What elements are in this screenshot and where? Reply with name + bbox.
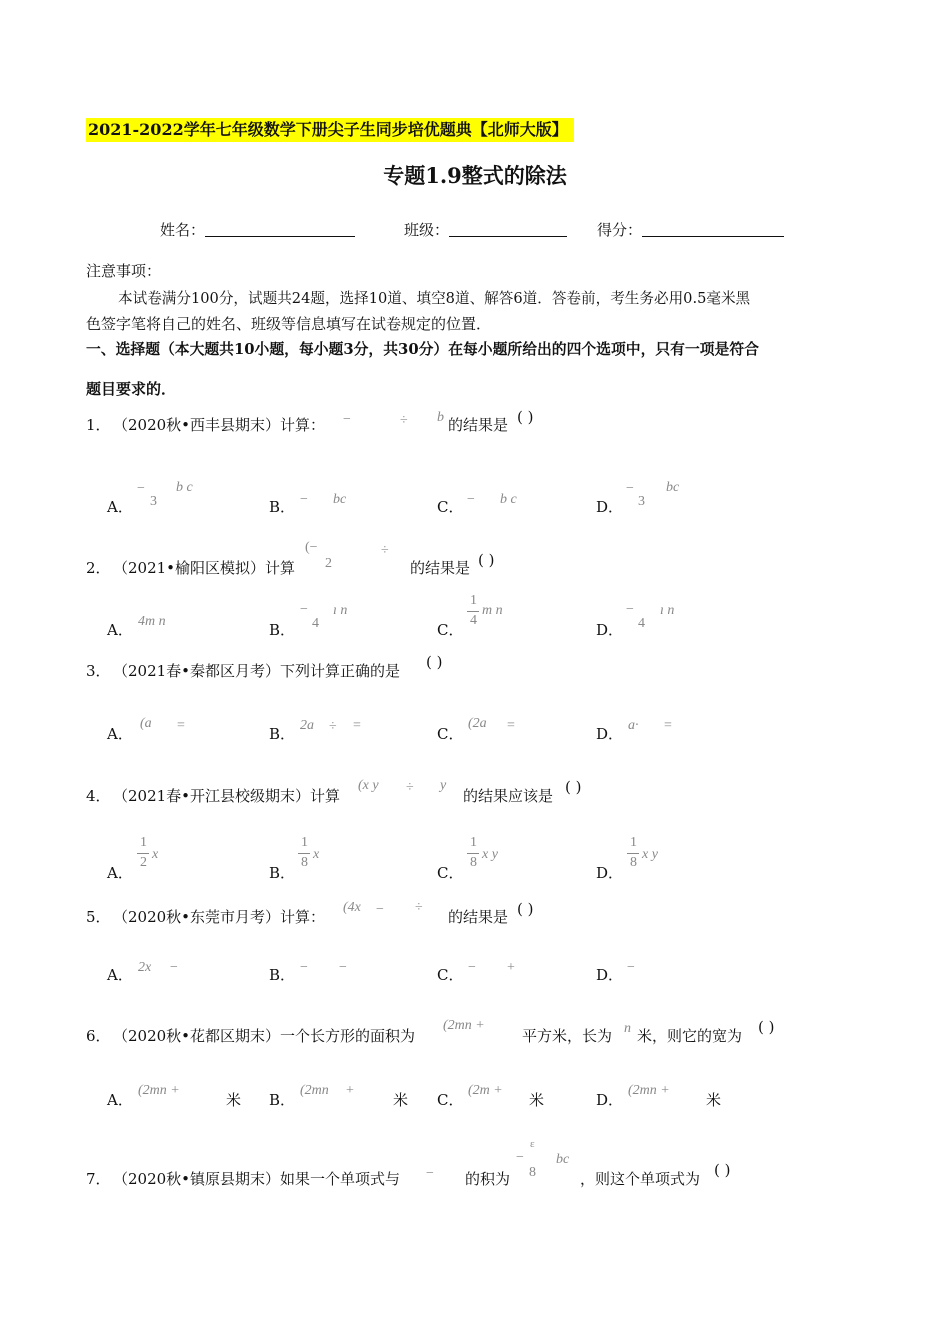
option-d-math: bc: [666, 480, 680, 495]
option-b-math: ı n: [333, 603, 348, 618]
answer-paren: ( ): [517, 900, 534, 918]
math-fragment: −: [376, 902, 384, 917]
option-b-math: −: [300, 960, 308, 975]
question-source: （2021•榆阳区模拟）计算: [113, 559, 296, 577]
question-source: （2020秋•镇原县期末）如果一个单项式与: [113, 1170, 401, 1188]
question-source: （2020秋•花都区期末）一个长方形的面积为: [113, 1027, 416, 1045]
math-fragment: b: [437, 410, 444, 425]
option-d-fraction-bar: [627, 853, 639, 854]
question-source: （2021春•秦都区月考）下列计算正确的是: [113, 662, 401, 680]
option-c-label: C．: [437, 1091, 464, 1109]
score-blank: [642, 222, 784, 237]
option-d-math: 1: [630, 835, 637, 850]
notice-line-1: 本试卷满分100分，试题共24题，选择10道、填空8道、解答6道．答卷前，考生务必用0.5毫米黑: [118, 290, 751, 307]
math-fragment: ÷: [400, 413, 408, 428]
option-b-unit: 米: [393, 1091, 409, 1109]
class-field: [404, 219, 567, 240]
option-c-math: −: [467, 492, 475, 507]
option-b-math: 4: [312, 616, 319, 631]
class-label: 班级：: [404, 221, 450, 239]
option-c-label: C．: [437, 498, 464, 516]
question-number: 1．: [86, 416, 111, 434]
score-label: 得分：: [597, 221, 643, 239]
option-d-math: x y: [642, 847, 658, 862]
notice-line-2: 色签字笔将自己的姓名、班级等信息填写在试卷规定的位置．: [86, 315, 492, 333]
option-a-math: b c: [176, 480, 193, 495]
option-d-math: −: [626, 602, 634, 617]
question-source: （2020秋•东莞市月考）计算：: [113, 908, 326, 926]
question-source: （2021春•开江县校级期末）计算: [113, 787, 341, 805]
question-tail: 的结果是: [410, 559, 471, 577]
option-d-label: D．: [596, 864, 624, 882]
option-b-label: B．: [269, 864, 296, 882]
notice-heading: 注意事项：: [86, 262, 162, 280]
question-mid: 平方米，长为: [522, 1027, 613, 1045]
name-field: [160, 219, 355, 240]
math-fragment: y: [440, 778, 447, 793]
class-blank: [449, 222, 567, 237]
answer-paren: ( ): [478, 551, 495, 569]
option-b-math: 8: [301, 855, 308, 870]
option-b-label: B．: [269, 1091, 296, 1109]
math-fragment: (−: [305, 540, 318, 555]
question-tail: 的结果是: [448, 908, 509, 926]
question-tail: 的结果是: [448, 416, 509, 434]
question-number: 7．: [86, 1170, 111, 1188]
option-d-label: D．: [596, 1091, 624, 1109]
name-blank: [205, 222, 355, 237]
option-d-math: −: [627, 960, 635, 975]
option-c-unit: 米: [529, 1091, 545, 1109]
option-c-math: b c: [500, 492, 517, 507]
option-a-math: −: [170, 960, 178, 975]
math-fragment: −: [516, 1150, 524, 1165]
option-b-math: −: [300, 602, 308, 617]
option-c-label: C．: [437, 621, 464, 639]
math-fragment: ÷: [406, 780, 414, 795]
section-heading-line-1: 一、选择题（本大题共10小题，每小题3分，共30分）在每小题所给出的四个选项中，只有一项是符合: [86, 341, 759, 358]
math-fragment: (4x: [343, 900, 361, 915]
option-a-label: A．: [107, 621, 133, 639]
question-number: 2．: [86, 559, 111, 577]
score-field: [597, 219, 784, 240]
option-a-math: 4m n: [138, 614, 166, 629]
option-c-fraction-bar: [467, 611, 479, 612]
option-d-math: 8: [630, 855, 637, 870]
question-tail: 米，则它的宽为: [637, 1027, 743, 1045]
option-d-label: D．: [596, 966, 624, 984]
math-fragment: (2mn +: [443, 1018, 485, 1033]
question-mid: 的积为: [465, 1170, 511, 1188]
option-c-math: 1: [470, 593, 477, 608]
question-number: 3．: [86, 662, 111, 680]
math-fragment: n: [624, 1021, 631, 1036]
math-fragment: ɛ: [530, 1138, 535, 1150]
question-number: 4．: [86, 787, 111, 805]
document-banner: 2021-2022学年七年级数学下册尖子生同步培优题典【北师大版】: [86, 118, 574, 142]
option-b-label: B．: [269, 725, 296, 743]
math-fragment: 8: [529, 1165, 536, 1180]
option-a-math: 2: [140, 855, 147, 870]
question-tail: 的结果应该是: [463, 787, 554, 805]
option-a-math: =: [177, 718, 185, 733]
option-a-math: −: [137, 481, 145, 496]
option-a-label: A．: [107, 498, 133, 516]
option-b-math: =: [353, 718, 361, 733]
answer-paren: ( ): [758, 1018, 775, 1036]
option-b-math: ÷: [329, 719, 337, 734]
math-fragment: −: [426, 1166, 434, 1181]
math-fragment: −: [343, 412, 351, 427]
option-c-math: m n: [482, 603, 503, 618]
option-d-math: −: [626, 481, 634, 496]
option-b-math: x: [313, 847, 320, 862]
option-c-math: −: [468, 960, 476, 975]
option-d-math: =: [664, 718, 672, 733]
option-c-math: =: [507, 718, 515, 733]
option-b-fraction-bar: [298, 853, 310, 854]
option-a-label: A．: [107, 966, 133, 984]
option-d-label: D．: [596, 621, 624, 639]
option-c-label: C．: [437, 864, 464, 882]
option-c-math: +: [507, 960, 515, 975]
option-d-math: a·: [628, 718, 639, 733]
option-c-math: 1: [470, 835, 477, 850]
option-d-label: D．: [596, 725, 624, 743]
answer-paren: ( ): [426, 653, 443, 671]
page-title: 专题1.9整式的除法: [383, 163, 567, 188]
option-d-math: ı n: [660, 603, 675, 618]
section-heading-line-2: 题目要求的．: [86, 380, 177, 398]
answer-paren: ( ): [517, 408, 534, 426]
option-b-math: bc: [333, 492, 347, 507]
option-a-label: A．: [107, 1091, 133, 1109]
option-d-math: 3: [638, 494, 645, 509]
math-fragment: (x y: [358, 778, 379, 793]
answer-paren: ( ): [714, 1161, 731, 1179]
option-b-label: B．: [269, 966, 296, 984]
question-number: 6．: [86, 1027, 111, 1045]
math-fragment: ÷: [381, 543, 389, 558]
option-a-math: (2mn +: [138, 1083, 180, 1098]
option-b-math: +: [346, 1083, 354, 1098]
option-c-math: 8: [470, 855, 477, 870]
option-d-math: (2mn +: [628, 1083, 670, 1098]
option-a-label: A．: [107, 725, 133, 743]
option-b-math: 1: [301, 835, 308, 850]
option-c-math: 4: [470, 613, 477, 628]
math-fragment: bc: [556, 1152, 570, 1167]
option-b-math: (2mn: [300, 1083, 329, 1098]
option-a-math: 3: [150, 494, 157, 509]
option-b-label: B．: [269, 498, 296, 516]
option-a-math: (a: [140, 716, 152, 731]
option-b-math: −: [300, 492, 308, 507]
option-b-math: 2a: [300, 718, 314, 733]
option-a-math: x: [152, 847, 159, 862]
option-a-label: A．: [107, 864, 133, 882]
option-d-label: D．: [596, 498, 624, 516]
option-b-label: B．: [269, 621, 296, 639]
option-b-math: −: [339, 960, 347, 975]
option-c-fraction-bar: [467, 853, 479, 854]
option-d-math: 4: [638, 616, 645, 631]
option-a-math: 1: [140, 835, 147, 850]
name-label: 姓名：: [160, 221, 206, 239]
question-tail: ，则这个单项式为: [580, 1170, 701, 1188]
question-number: 5．: [86, 908, 111, 926]
option-c-label: C．: [437, 966, 464, 984]
math-fragment: ÷: [415, 900, 423, 915]
option-a-unit: 米: [226, 1091, 242, 1109]
option-a-fraction-bar: [137, 853, 149, 854]
option-d-unit: 米: [706, 1091, 722, 1109]
math-fragment: 2: [325, 556, 332, 571]
answer-paren: ( ): [565, 778, 582, 796]
option-c-math: (2m +: [468, 1083, 503, 1098]
question-source: （2020秋•西丰县期末）计算：: [113, 416, 326, 434]
option-c-math: (2a: [468, 716, 487, 731]
option-c-math: x y: [482, 847, 498, 862]
option-a-math: 2x: [138, 960, 152, 975]
option-c-label: C．: [437, 725, 464, 743]
